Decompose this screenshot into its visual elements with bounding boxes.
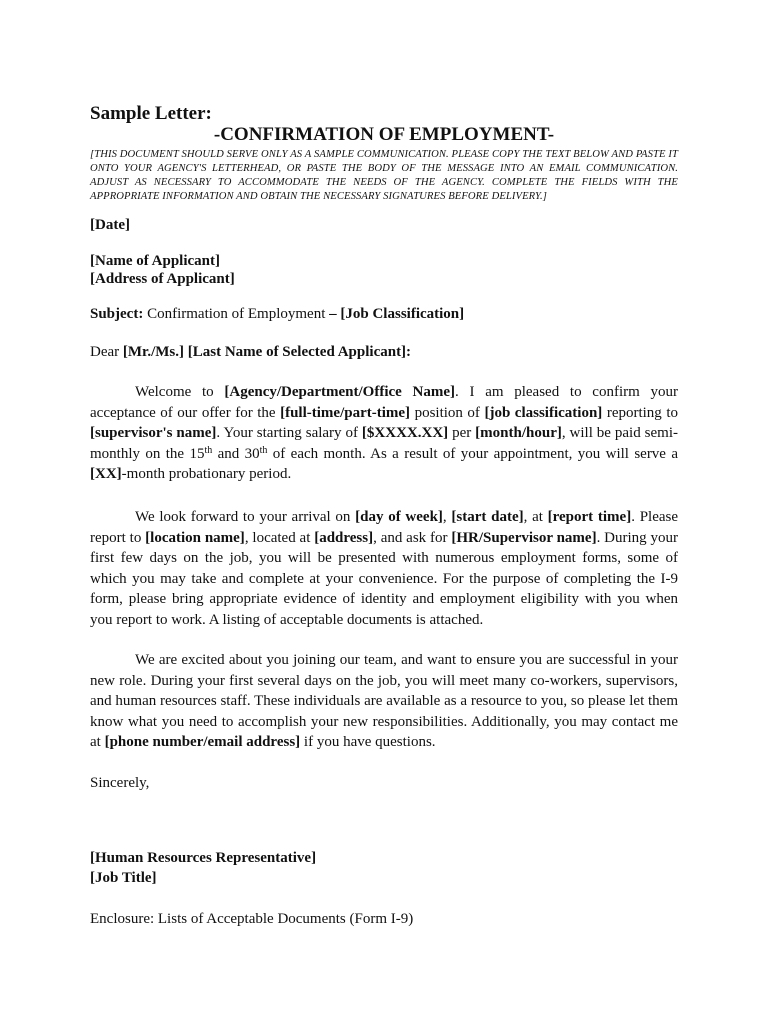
- paragraph-team: We are excited about you joining our team, and want to ensure you are successful in your new role. During your first several days on the job, you will meet many co-workers, supervisors, and human resources staff. These individuals are available as a resource to you, so please let them know what you need to accomplish your new responsibilities. Additionally, you may contact me at [phone number/email address] if you have questions.: [90, 652, 678, 750]
- signer-title-field: [Job Title]: [90, 870, 157, 886]
- subject-line: Subject: Confirmation of Employment – [Job Classification]: [90, 306, 465, 322]
- paragraph-welcome: Welcome to [Agency/Department/Office Name]. I am pleased to confirm your acceptance of our offer for the [full-time/part-time] position of [job classification] reporting to [supervisor's name]. Your starting salary of [$XXXX.XX] per [month/hour], will be paid semi-monthly on the 15th and 30th of each month. As a result of your appointment, you will serve a [XX]-month probationary period.: [90, 384, 679, 482]
- salutation-field: [Mr./Ms.] [Last Name of Selected Applicant]:: [122, 344, 412, 360]
- sample-letter-heading: Sample Letter:: [90, 103, 212, 124]
- subject-label: Subject:: [90, 306, 144, 322]
- signer-name-field: [Human Resources Representative]: [90, 850, 317, 866]
- letter-title: -CONFIRMATION OF EMPLOYMENT-: [213, 124, 555, 145]
- applicant-name-field: [Name of Applicant]: [90, 253, 220, 269]
- closing: Sincerely,: [90, 775, 150, 791]
- salutation: Dear [Mr./Ms.] [Last Name of Selected Applicant]:: [90, 344, 412, 360]
- paragraph-arrival: We look forward to your arrival on [day of week], [start date], at [report time]. Please report to [location name], located at [address], and ask for [HR/Supervisor name]. During your first few days on the job, you will be presented with numerous employment forms, some of which you may take and complete at your convenience. For the purpose of completing the I-9 form, please bring appropriate evidence of identity and employment eligibility with you when you report to work. A listing of acceptable documents is attached.: [90, 509, 679, 628]
- date-field: [Date]: [90, 217, 130, 233]
- enclosure-line: Enclosure: Lists of Acceptable Documents (Form I-9): [90, 911, 414, 927]
- applicant-address-field: [Address of Applicant]: [90, 271, 235, 287]
- job-classification-field: – [Job Classification]: [329, 306, 465, 322]
- disclaimer-note: [THIS DOCUMENT SHOULD SERVE ONLY AS A SAMPLE COMMUNICATION. PLEASE COPY THE TEXT BELOW AND PASTE IT ONTO YOUR AGENCY'S LETTERHEAD, OR PASTE THE BODY OF THE MESSAGE INTO AN EMAIL COMMUNICATION. ADJUST AS NECESSARY TO ACCOMMODATE THE NEEDS OF THE AGENCY. COMPLETE THE FIELDS WITH THE APPROPRIATE INFORMATION AND OBTAIN THE NECESSARY SIGNATURES BEFORE DELIVERY.]: [90, 149, 678, 202]
